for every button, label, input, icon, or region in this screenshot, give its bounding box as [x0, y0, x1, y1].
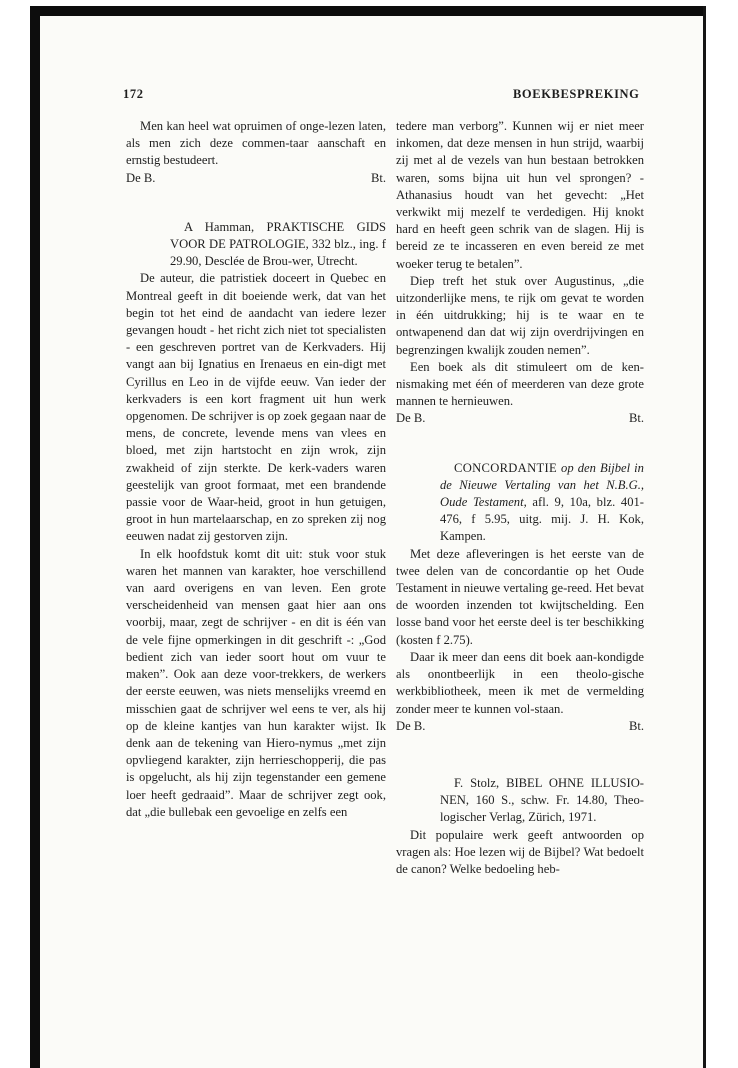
review-1-paragraph-1: De auteur, die patristiek doceert in Quebec en Montreal geeft in dit boeiende werk, dat van het begin tot het eind de aandacht van iedere lezer gevangen houdt - het richt zich niet tot specialisten - een geschreven portret van de Kerkvaders. Hij vangt aan bij Ignatius en Irenaeus en ein-digt met Cyrillus en Leo in de vijfde eeuw. Van ieder der kerkvaders is een kort fragment uit hun werk opgenomen. De schrijver is op zoek gegaan naar de mens, de concrete, levende mens van vlees en bloed, met zijn hartstocht en zijn wrok, zijn zwakheid of zijn sterkte. De kerk-vaders waren geestelijk van groot formaat, met een brandende passie voor de Waar-heid, groot in hun getuigen, groot in hun martelaarschap, en zo spreken zij nog eeuwen nadat zij gestorven zijn.: [126, 271, 386, 544]
signature-name: De B.: [396, 718, 426, 733]
review-1-header: A Hamman, PRAKTISCHE GIDS VOOR DE PATROLOGIE, 332 blz., ing. f 29.90, Desclée de Brou-wer, Utrecht.: [170, 219, 386, 269]
review-1-paragraph-2: In elk hoofdstuk komt dit uit: stuk voor stuk waren het mannen van karakter, hoe verschillend van aard overigens en van leven. Een grote verscheidenheid van mensen gaat hier aan ons voorbij, maar, zegt de schrijver - en dit is één van de vele fijne opmerkingen in dit geschrift -: „God bedient zich van ieder soort hout om vuur te maken”. Ook aan deze voor-trekkers, de werkers der eerste eeuwen, was niets menselijks vreemd en misschien gaat de schrijver wel eens te ver, als hij op de kleine kantjes van hun karakter wijst. Ik denk aan de tekening van Hiero-nymus „met zijn opvliegend karakter, zijn herrieschopperij, die pas is opgelucht, als hij zijn tegenstander een gemene loer heeft gedraaid”. Maar de schrijver zegt ook, dat „die bullebak een gevoelige en zelfs een: [126, 546, 386, 819]
left-column: [126, 118, 386, 821]
review-2-details: afl. 9, 10a, blz. 401-476, f 5.95, uitg. mij. J. H. Kok, Kampen.: [440, 495, 644, 544]
continuation-paragraph-2: Diep treft het stuk over Augustinus, „die uitzonderlijke mens, te rijk om gevat te worden in één uitdrukking; hij is te waar en te ontwapenend dan dat wij zijn overdrijvingen en begrenzingen kwalijk zouden nemen”.: [396, 273, 644, 357]
review-3-header: F. Stolz, BIBEL OHNE ILLUSIO-NEN, 160 S., schw. Fr. 14.80, Theo-logischer Verlag, Zürich, 1971.: [440, 775, 644, 825]
opening-paragraph: Men kan heel wat opruimen of onge-lezen laten, als men zich deze commen-taar aanschaft en ernstig bestudeert.: [126, 119, 386, 168]
review-2-header: [396, 460, 644, 546]
review-3-paragraph-1: Dit populaire werk geeft antwoorden op vragen als: Hoe lezen wij de Bijbel? Wat bedoelt de canon? Welke bedoeling heb-: [396, 827, 644, 876]
signature-1: [126, 170, 386, 187]
review-2-title: CONCORDANTIE: [454, 460, 557, 475]
running-title: BOEKBESPREKING: [513, 87, 640, 101]
continuation-paragraph-1: tedere man verborg”. Kunnen wij er niet meer inkomen, dat deze mensen in hun strijd, waarbij zij met al de vezels van hun bestaan betrokken waren, soms bijna uit hun vel sprongen? - Athanasius houdt van het gevecht: „Het verkwikt mij mezelf te verdedigen. Hij knokt hard en heeft geen schrik van de slagen. Hij is bereid ze te incasseren en even bereid ze met woeker terug te betalen”.: [396, 119, 644, 271]
right-column: [396, 118, 644, 878]
continuation-paragraph-3: Een boek als dit stimuleert om de ken-nismaking met één of meerderen van deze grote mannen te hernieuwen.: [396, 359, 644, 409]
signature-initials: Bt.: [628, 718, 644, 733]
review-2-subtitle: op den Bijbel in de Nieuwe Vertaling van het N.B.G., Oude Testament,: [440, 460, 644, 510]
signature-initials: Bt.: [628, 411, 644, 426]
signature-2: [396, 410, 644, 427]
scan-edge-right: [703, 6, 706, 1068]
signature-name: De B.: [126, 170, 156, 185]
scan-edge-left: [30, 6, 40, 1068]
scan-edge-top: [30, 6, 706, 16]
signature-initials: Bt.: [370, 170, 386, 185]
review-2-paragraph-2: Daar ik meer dan eens dit boek aan-kondigde als onontbeerlijk in een theolo-gische werkbibliotheek, meen ik met de vermelding zonder meer te kunnen vol-staan.: [396, 649, 644, 716]
page-number: 172: [123, 87, 144, 101]
signature-name: De B.: [396, 411, 426, 426]
review-2-paragraph-1: Met deze afleveringen is het eerste van de twee delen van de concordantie op het Oude Testament in nieuwe vertaling ge-reed. Het bevat de woorden inzenden tot kwijtschelding. Een losse band voor het eerste deel is ter beschikking (kosten f 2.75).: [396, 546, 644, 647]
signature-3: [396, 718, 644, 735]
